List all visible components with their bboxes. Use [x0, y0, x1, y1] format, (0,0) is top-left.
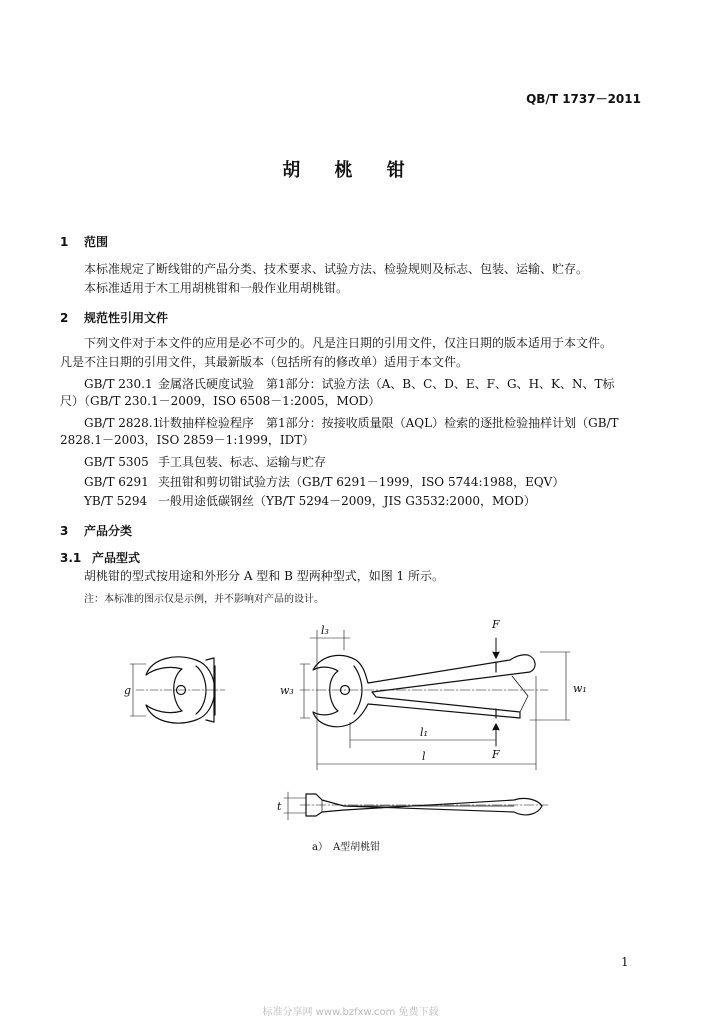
reference-title: 金属洛氏硬度试验 第1部分：试验方法（A、B、C、D、E、F、G、H、K、N、T标: [158, 377, 615, 391]
force-label-top: F: [492, 618, 500, 631]
s1-paragraph-2: 本标准适用于木工用胡桃钳和一般作业用胡桃钳。: [84, 281, 349, 295]
dim-label-g: g: [124, 684, 132, 697]
reference-code: GB/T 5305: [84, 455, 149, 469]
dim-label-l: l: [422, 750, 426, 763]
reference-title: 计数抽样检验程序 第1部分：按接收质量限（AQL）检索的逐批检验抽样计划（GB/T: [158, 416, 619, 430]
s1-paragraph-1: 本标准规定了断线钳的产品分类、技术要求、试验方法、检验规则及标志、包装、运输、贮存。: [84, 262, 589, 276]
section-title: 产品分类: [84, 524, 133, 538]
reference-code: GB/T 2828.1: [84, 416, 161, 430]
reference-title: 手工具包装、标志、运输与贮存: [158, 455, 327, 469]
watermark: 标准分享网 www.bzfxw.com 免费下载: [262, 1007, 439, 1018]
section-title: 规范性引用文件: [84, 311, 169, 325]
force-label-bottom: F: [492, 748, 500, 761]
s3-1-paragraph: 胡桃钳的型式按用途和外形分 A 型和 B 型两种型式，如图 1 所示。: [84, 569, 445, 583]
top-view-pincers-drawing: [284, 792, 548, 820]
section-number: 1: [60, 235, 69, 249]
section-title: 范围: [84, 235, 109, 249]
reference-code: YB/T 5294: [84, 494, 148, 508]
side-view-jaw-drawing: [130, 657, 225, 723]
standard-code: QB/T 1737－2011: [526, 92, 641, 106]
subsection-number: 3.1: [60, 551, 82, 565]
dim-label-t: t: [277, 800, 282, 813]
subsection-title: 产品型式: [92, 551, 141, 565]
dim-label-l3: l₃: [321, 624, 329, 637]
dim-label-l1: l₁: [420, 726, 428, 739]
dim-label-w1: w₁: [573, 682, 587, 695]
reference-continuation: 2828.1－2003，ISO 2859－1:1999，IDT）: [60, 433, 315, 447]
document-title: 胡 桃 钳: [282, 160, 419, 181]
section-number: 2: [60, 311, 69, 325]
section-number: 3: [60, 524, 69, 538]
front-view-pincers-drawing: [300, 630, 570, 770]
page-number: 1: [621, 955, 629, 969]
dim-label-w3: w₃: [280, 684, 294, 697]
reference-title: 夹扭钳和剪切钳试验方法（GB/T 6291－1999，ISO 5744:1988，EQV）: [158, 475, 565, 489]
s2-intro-line-1: 下列文件对于本文件的应用是必不可少的。凡是注日期的引用文件，仅注日期的版本适用于本文件。: [84, 336, 613, 350]
s3-1-note: 注：本标准的图示仅是示例，并不影响对产品的设计。: [84, 594, 324, 605]
reference-code: GB/T 6291: [84, 475, 149, 489]
figure-caption: a） A型胡桃钳: [312, 842, 381, 853]
s2-intro-line-2: 凡是不注日期的引用文件，其最新版本（包括所有的修改单）适用于本文件。: [60, 355, 469, 369]
reference-title: 一般用途低碳钢丝（YB/T 5294－2009，JIS G3532:2000，MOD）: [158, 494, 536, 508]
reference-code: GB/T 230.1: [84, 377, 153, 391]
reference-continuation: 尺）（GB/T 230.1－2009，ISO 6508－1:2005，MOD）: [60, 394, 381, 408]
